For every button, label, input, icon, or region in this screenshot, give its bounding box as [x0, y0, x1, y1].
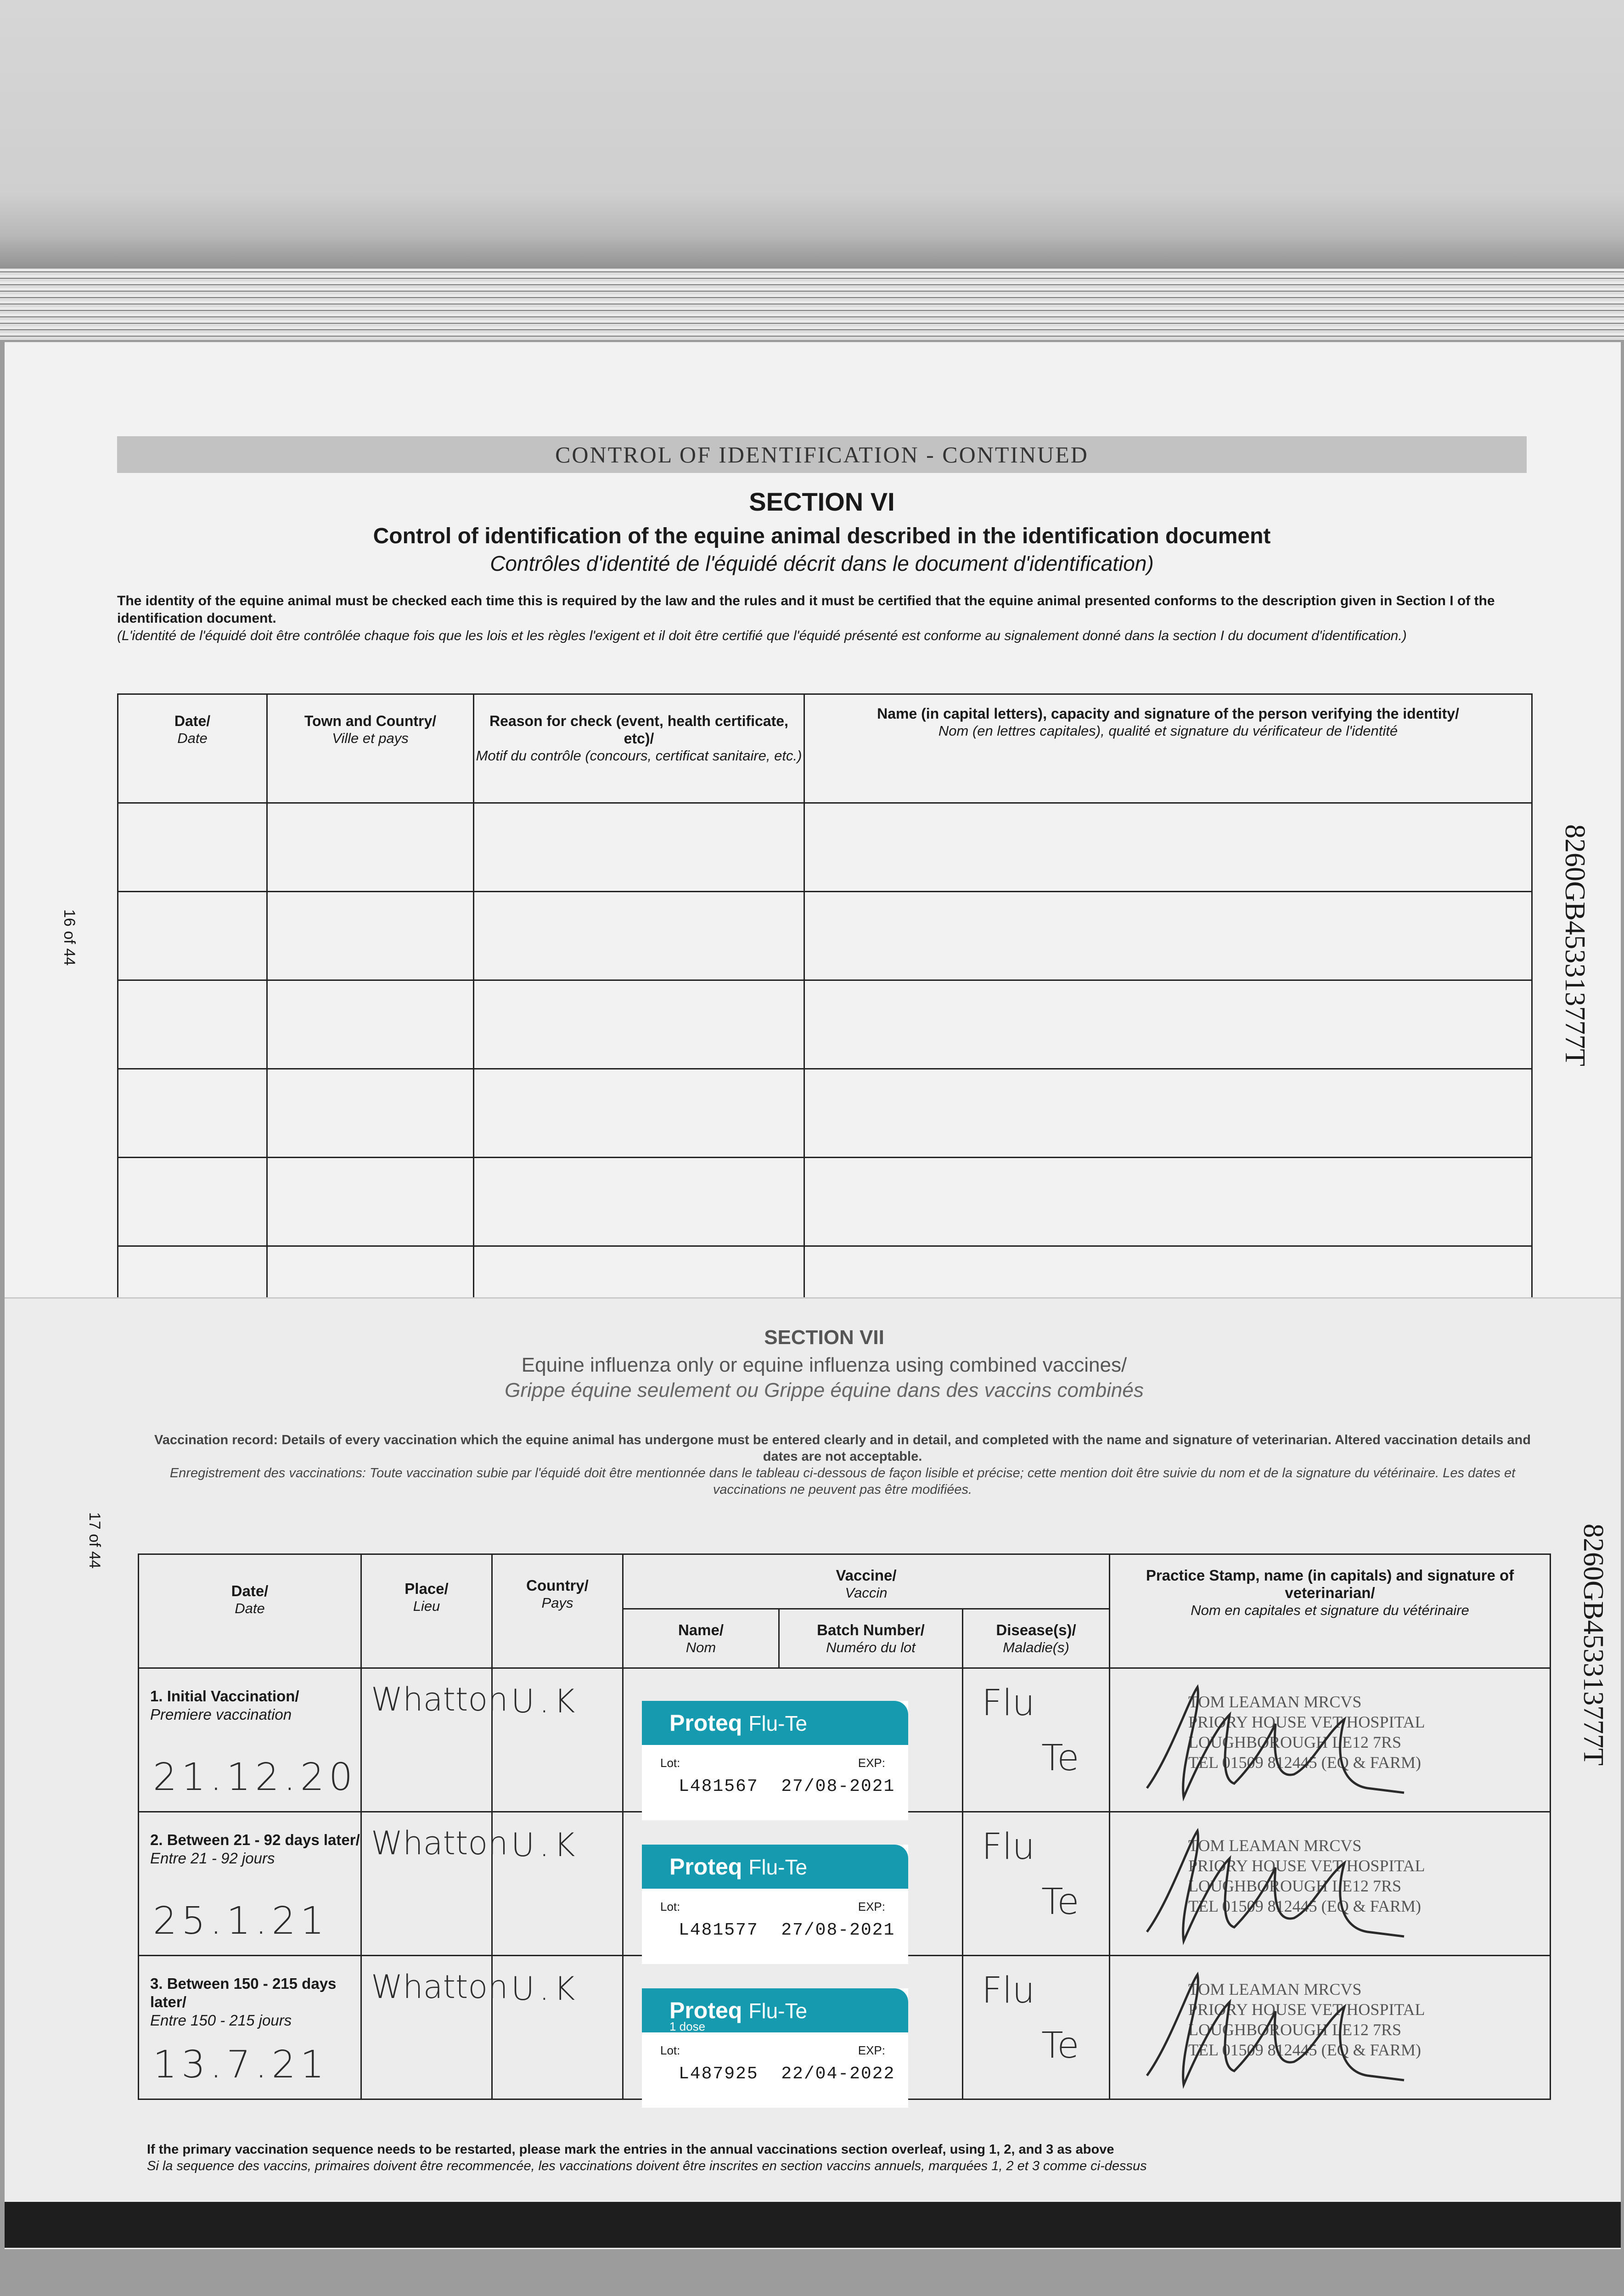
- section-vi-subtitle-fr: Contrôles d'identité de l'équidé décrit dans le document d'identification): [490, 551, 1154, 575]
- section-vii-title: SECTION VII: [764, 1326, 884, 1349]
- handwritten-disease-1: Flu: [982, 1970, 1035, 2011]
- handwritten-disease-2: Te: [1041, 1738, 1079, 1779]
- col-date-header: Date/ Date: [118, 694, 267, 803]
- vaccine-brand: Proteq Flu-Te 1 dose: [642, 1988, 908, 2032]
- handwritten-disease-1: Flu: [982, 1826, 1035, 1868]
- row-disease-cell: [963, 1812, 1110, 1956]
- vet-signature-icon: [1129, 1673, 1413, 1811]
- row-place-cell: [361, 1812, 508, 1956]
- handwritten-disease-2: Te: [1041, 2025, 1079, 2066]
- vaccination-row: [139, 1956, 1551, 2099]
- row-vaccine-cell: [623, 1956, 963, 2099]
- row-practice-cell: [1110, 1668, 1551, 1812]
- handwritten-date: 21.12.20: [153, 1756, 358, 1799]
- page-number-16: 16 of 44: [61, 909, 78, 966]
- section-vii-subtitle-fr: Grippe équine seulement ou Grippe équine dans des vaccins combinés: [505, 1379, 1144, 1401]
- row-disease-cell: [963, 1668, 1110, 1812]
- col-practice-header: Practice Stamp, name (in capitals) and signature of veterinarian/ Nom en capitales et signature du vétérinaire: [1110, 1554, 1551, 1668]
- lot-caption: Lot:: [660, 2043, 680, 2057]
- row-disease-cell: [963, 1956, 1110, 2099]
- section-banner: CONTROL OF IDENTIFICATION - CONTINUED: [117, 436, 1527, 473]
- vaccination-row: [139, 1668, 1551, 1812]
- lower-page: [5, 1297, 1621, 2249]
- col-name-header: Name/ Nom: [623, 1609, 779, 1668]
- page-number-17: 17 of 44: [86, 1512, 103, 1569]
- vaccine-sticker: [642, 1988, 908, 2108]
- col-place-header: Place/ Lieu: [361, 1554, 492, 1668]
- row-label: 3. Between 150 - 215 days later/ Entre 150 - 215 jours: [150, 1975, 337, 2029]
- handwritten-country: U.K: [511, 1683, 580, 1720]
- section-vi-title: SECTION VI: [749, 487, 895, 516]
- intro-fr: (L'identité de l'équidé doit être contrôlée chaque fois que les lois et les règles l'exigent et il doit être certifié que l'équidé présenté est conforme au signalement donné dans la section I du document d'identification.): [117, 628, 1407, 643]
- row-vaccine-cell: [623, 1668, 963, 1812]
- serial-number-lower: 8260GB453313777T: [1578, 1524, 1609, 1766]
- vaccine-sticker: [642, 1701, 908, 1820]
- identity-check-table: [117, 693, 1533, 1335]
- practice-stamp: TOM LEAMAN MRCVS PRIORY HOUSE VET HOSPITAL LOUGHBOROUGH LE12 7RS TEL 01509 812445 (EQ & FARM): [1188, 1836, 1425, 1915]
- table-row: [118, 1158, 1532, 1246]
- row-place-cell: [361, 1668, 508, 1812]
- handwritten-country: U.K: [511, 1826, 580, 1864]
- exp-caption: EXP:: [858, 2043, 885, 2057]
- row-date-cell: [139, 1812, 361, 1956]
- col-vaccine-header: Vaccine/ Vaccin: [623, 1554, 1110, 1609]
- col-country-header: Country/ Pays: [492, 1554, 623, 1668]
- page-stack-edges: [0, 269, 1624, 340]
- section-vi-subtitle-en: Control of identification of the equine animal described in the identification document: [373, 524, 1271, 548]
- lot-caption: Lot:: [660, 1756, 680, 1770]
- row-vaccine-cell: [623, 1812, 963, 1956]
- handwritten-place: Whatton: [371, 1681, 508, 1718]
- handwritten-place: Whatton: [371, 1824, 508, 1862]
- handwritten-date: 25.1.21: [153, 1899, 329, 1943]
- scanner-lid: [0, 0, 1624, 276]
- handwritten-disease-1: Flu: [982, 1683, 1035, 1724]
- table-row: [118, 803, 1532, 892]
- handwritten-disease-2: Te: [1041, 1881, 1079, 1923]
- vaccination-record-notice: Vaccination record: Details of every vaccination which the equine animal has undergone must be entered clearly and in detail, and completed with the name and signature of veterinarian. Altered vaccination details and dates are not acceptable. Enregistrement des vaccinations: Toute vaccination subie par l'équidé doit être mentionnée dans le tableau ci-dessous de façon lisible et précise; cette mention doit être suivie du nom et de la signature du vétérinaire. Les dates et vaccinations ne peuvent pas être modifiées.: [154, 1433, 1531, 1497]
- table-row: [118, 980, 1532, 1069]
- practice-stamp: TOM LEAMAN MRCVS PRIORY HOUSE VET HOSPITAL LOUGHBOROUGH LE12 7RS TEL 01509 812445 (EQ & FARM): [1188, 1693, 1425, 1772]
- batch-number: L481577 27/08-2021: [679, 1920, 895, 1940]
- passport-page: [5, 342, 1621, 2248]
- col-reason-header: Reason for check (event, health certificate, etc)/ Motif du contrôle (concours, certificat sanitaire, etc.): [474, 694, 804, 803]
- row-date-cell: [139, 1956, 361, 2099]
- exp-caption: EXP:: [858, 1756, 885, 1770]
- practice-stamp: TOM LEAMAN MRCVS PRIORY HOUSE VET HOSPITAL LOUGHBOROUGH LE12 7RS TEL 01509 812445 (EQ & FARM): [1188, 1980, 1425, 2059]
- vaccine-brand: Proteq Flu-Te: [642, 1701, 908, 1745]
- table-row: [118, 1069, 1532, 1158]
- row-practice-cell: [1110, 1812, 1551, 1956]
- row-country-cell: [492, 1668, 623, 1812]
- handwritten-country: U.K: [511, 1970, 580, 2008]
- vet-signature-icon: [1129, 1817, 1413, 1955]
- col-verifier-header: Name (in capital letters), capacity and signature of the person verifying the identity/ Nom (en lettres capitales), qualité et signature du vérificateur de l'identité: [804, 694, 1532, 803]
- vaccination-table: [138, 1553, 1551, 2100]
- exp-caption: EXP:: [858, 1900, 885, 1913]
- row-practice-cell: [1110, 1956, 1551, 2099]
- table-row: [118, 892, 1532, 980]
- scan-bottom-edge: [5, 2202, 1621, 2248]
- col-disease-header: Disease(s)/ Maladie(s): [963, 1609, 1110, 1668]
- lot-caption: Lot:: [660, 1900, 680, 1913]
- row-label: 2. Between 21 - 92 days later/ Entre 21 - 92 jours: [150, 1831, 360, 1867]
- handwritten-date: 13.7.21: [153, 2043, 329, 2087]
- section-vii-subtitle-en: Equine influenza only or equine influenza using combined vaccines/: [521, 1354, 1127, 1376]
- handwritten-place: Whatton: [371, 1968, 508, 2006]
- batch-number: L487925 22/04-2022: [679, 2064, 895, 2084]
- vet-signature-icon: [1129, 1961, 1413, 2099]
- serial-number-upper: 8260GB453313777T: [1559, 824, 1590, 1066]
- row-country-cell: [492, 1812, 623, 1956]
- col-date-header: Date/ Date: [139, 1554, 361, 1668]
- row-place-cell: [361, 1956, 508, 2099]
- restart-footnote: If the primary vaccination sequence needs to be restarted, please mark the entries in the annual vaccinations section overleaf, using 1, 2, and 3 as above Si la sequence des vaccins, primaires doivent être recommencée, les vaccinations doivent être inscrites en section vaccins annuels, marquées 1, 2 et 3 comme ci-dessus: [147, 2142, 1147, 2173]
- batch-number: L481567 27/08-2021: [679, 1777, 895, 1796]
- vaccination-row: [139, 1812, 1551, 1956]
- vaccine-sticker: [642, 1845, 908, 1964]
- row-date-cell: [139, 1668, 361, 1812]
- col-batch-header: Batch Number/ Numéro du lot: [779, 1609, 963, 1668]
- vaccine-brand: Proteq Flu-Te: [642, 1845, 908, 1889]
- col-town-header: Town and Country/ Ville et pays: [267, 694, 474, 803]
- section-vi-intro: [117, 592, 1527, 645]
- intro-en: The identity of the equine animal must be checked each time this is required by the law and the rules and it must be certified that the equine animal presented conforms to the description given in Section I of the identification document.: [117, 593, 1495, 626]
- row-country-cell: [492, 1956, 623, 2099]
- row-label: 1. Initial Vaccination/ Premiere vaccination: [150, 1688, 299, 1723]
